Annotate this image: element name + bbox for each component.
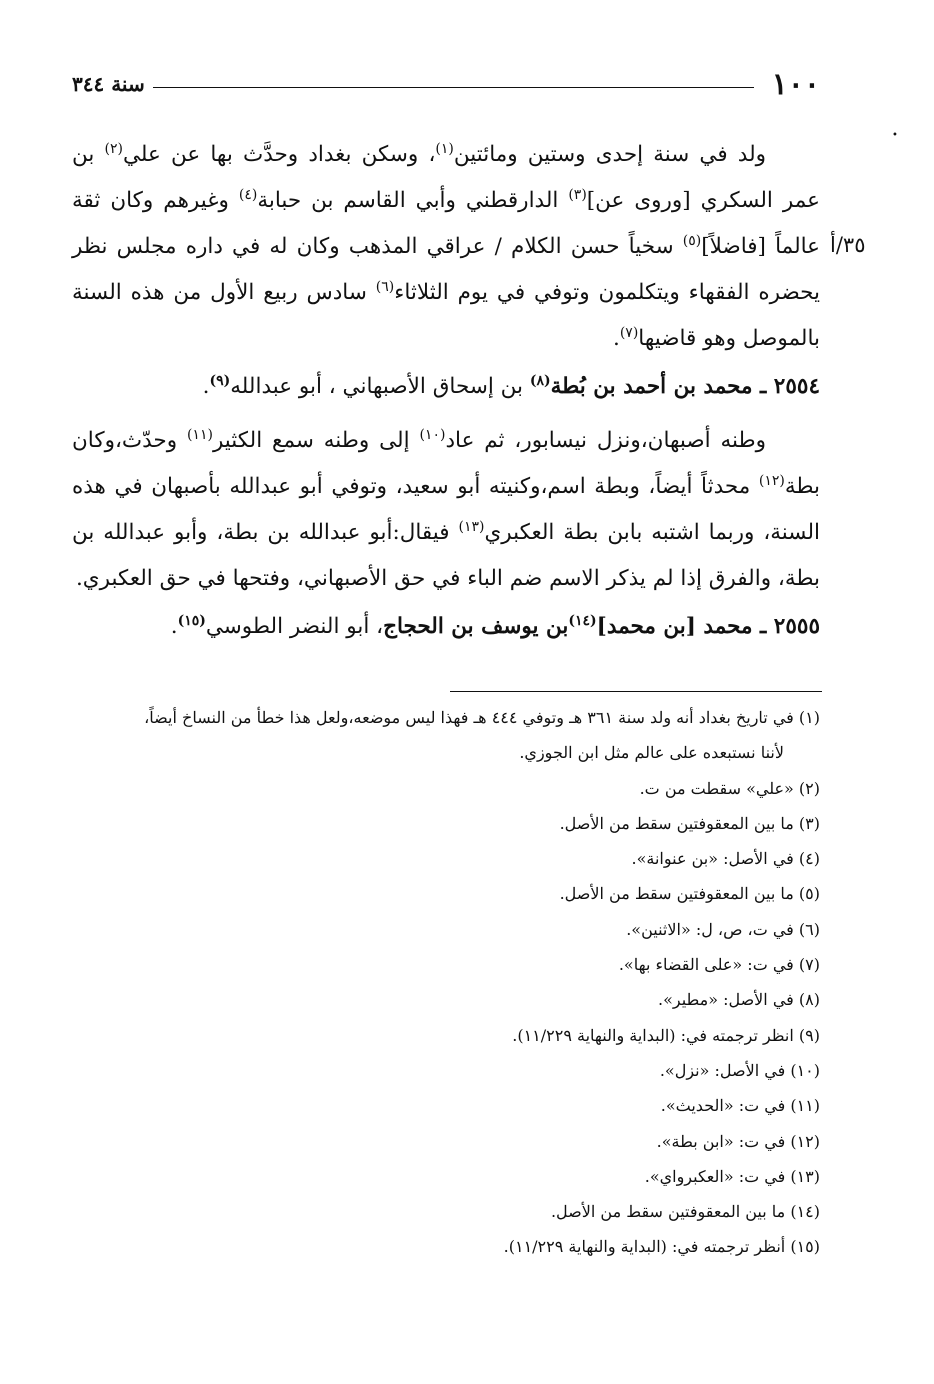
entry-name: ٢٥٥٥ ـ محمد [بن محمد] (596, 614, 820, 639)
footnote-8: (٨) في الأصل: «مطير». (657, 990, 820, 1010)
header-rule (153, 87, 754, 88)
entry-name-rest: بن إسحاق الأصبهاني ، أبو عبدالله (230, 374, 530, 399)
footnote-ref[interactable]: (١) (435, 140, 454, 157)
main-text (72, 132, 820, 650)
text-run: . (202, 374, 210, 399)
footnote-ref[interactable]: (١٤) (568, 612, 597, 629)
text-run: ولد في سنة إحدى وستين ومائتين (453, 142, 766, 167)
footnote-ref[interactable]: (٧) (619, 324, 639, 341)
footnote-1-continued: لأننا نستبعده على عالم مثل ابن الجوزي. (519, 743, 784, 763)
footnote-ref[interactable]: (٦) (375, 278, 395, 295)
footnote-ref[interactable]: (٤) (238, 186, 258, 203)
text-run: . (612, 326, 620, 351)
footnote-ref[interactable]: (٥) (682, 232, 702, 249)
footnote-14: (١٤) ما بين المعقوفتين سقط من الأصل. (550, 1202, 820, 1222)
footnote-9: (٩) انظر ترجمته في: (البداية والنهاية ١١/٢٢٩). (512, 1025, 820, 1045)
entry-name: بن يوسف بن الحجاج (383, 614, 569, 639)
text-run: سخياً حسن الكلام / عراقي المذهب وكان له في داره مجلس نظر يحضره الفقهاء ويتكلمون وتوفي في يوم الثلاثاء (72, 234, 820, 305)
footnote-ref[interactable]: (٩) (209, 372, 231, 389)
footnote-ref[interactable]: (١٠) (419, 426, 446, 443)
text-run: . (170, 614, 178, 639)
footnotes (72, 700, 820, 1265)
footnote-6: (٦) في ت، ص، ل: «الاثنين». (626, 919, 820, 939)
text-run: محدثاً أيضاً، وبطة اسم،وكنيته أبو سعيد، وتوفي أبو عبدالله بأصبهان في هذه السنة، وربما اشتبه بابن بطة العكبري (72, 474, 820, 545)
year-label: سنة ٣٤٤ (72, 72, 145, 96)
paragraph-1 (72, 132, 820, 362)
footnote-5: (٥) ما بين المعقوفتين سقط من الأصل. (559, 884, 820, 904)
text-run: بن عمر السكري [وروى عن] (72, 142, 820, 213)
paragraph-2 (72, 418, 820, 602)
entry-name: ٢٥٥٤ ـ محمد بن أحمد بن بُطة (550, 374, 820, 399)
footnote-ref[interactable]: (٣) (568, 186, 587, 203)
text-run: الدارقطني وأبي القاسم بن حبابة (257, 188, 569, 213)
page-header (72, 64, 820, 104)
entry-heading-2555 (72, 604, 820, 650)
footnote-4: (٤) في الأصل: «بن عنوانة». (631, 849, 820, 869)
page-number: ١٠٠ (771, 66, 820, 102)
entry-heading-2554 (72, 364, 820, 410)
margin-folio-note: ٣٥/أ (830, 233, 866, 257)
margin-dot: • (892, 130, 898, 141)
text-run: سادس ربيع الأول من هذه السنة بالموصل وهو قاضيها (72, 280, 820, 351)
footnote-ref[interactable]: (٢) (104, 140, 123, 157)
footnote-ref[interactable]: (١١) (186, 426, 213, 443)
text-run: وطنه أصبهان،ونزل نيسابور، ثم عاد (445, 428, 766, 453)
entry-name-rest: ، أبو النضر الطوسي (205, 614, 384, 639)
footnote-12: (١٢) في ت: «ابن بطة». (656, 1131, 820, 1151)
text-run: وحدّث،وكان بطة (72, 428, 820, 499)
footnote-10: (١٠) في الأصل: «نزل». (659, 1060, 820, 1080)
text-run: فيقال:أبو عبدالله بن بطة، وأبو عبدالله بن بطة، والفرق إذا لم يذكر الاسم ضم الباء في حق الأصبهاني، وفتحها في حق العكبري. (72, 520, 820, 591)
footnote-13: (١٣) في ت: «العكبرواي». (644, 1166, 820, 1186)
text-run: وغيرهم وكان ثقة عالماً [فاضلاً] (72, 188, 821, 259)
footnote-2: (٢) «علي» سقطت من ت. (639, 778, 820, 798)
text-run: إلى وطنه سمع الكثير (212, 428, 420, 453)
footnote-ref[interactable]: (٨) (529, 372, 551, 389)
footnote-15: (١٥) أنظر ترجمته في: (البداية والنهاية ١١/٢٢٩). (503, 1237, 820, 1257)
footnote-separator (450, 691, 822, 692)
footnote-11: (١١) في ت: «الحديث». (660, 1096, 820, 1116)
footnote-7: (٧) في ت: «على القضاء بها». (618, 955, 820, 975)
footnote-ref[interactable]: (١٢) (758, 472, 785, 489)
footnote-ref[interactable]: (١٣) (458, 518, 485, 535)
footnote-1: (١) في تاريخ بغداد أنه ولد سنة ٣٦١ هـ وتوفي ٤٤٤ هـ فهذا ليس موضعه،ولعل هذا خطأ من النساخ أيضاً، (144, 708, 820, 727)
text-run: ، وسكن بغداد وحدَّث بها عن علي (122, 142, 436, 167)
footnote-3: (٣) ما بين المعقوفتين سقط من الأصل. (559, 813, 820, 833)
footnote-ref[interactable]: (١٥) (177, 612, 206, 629)
